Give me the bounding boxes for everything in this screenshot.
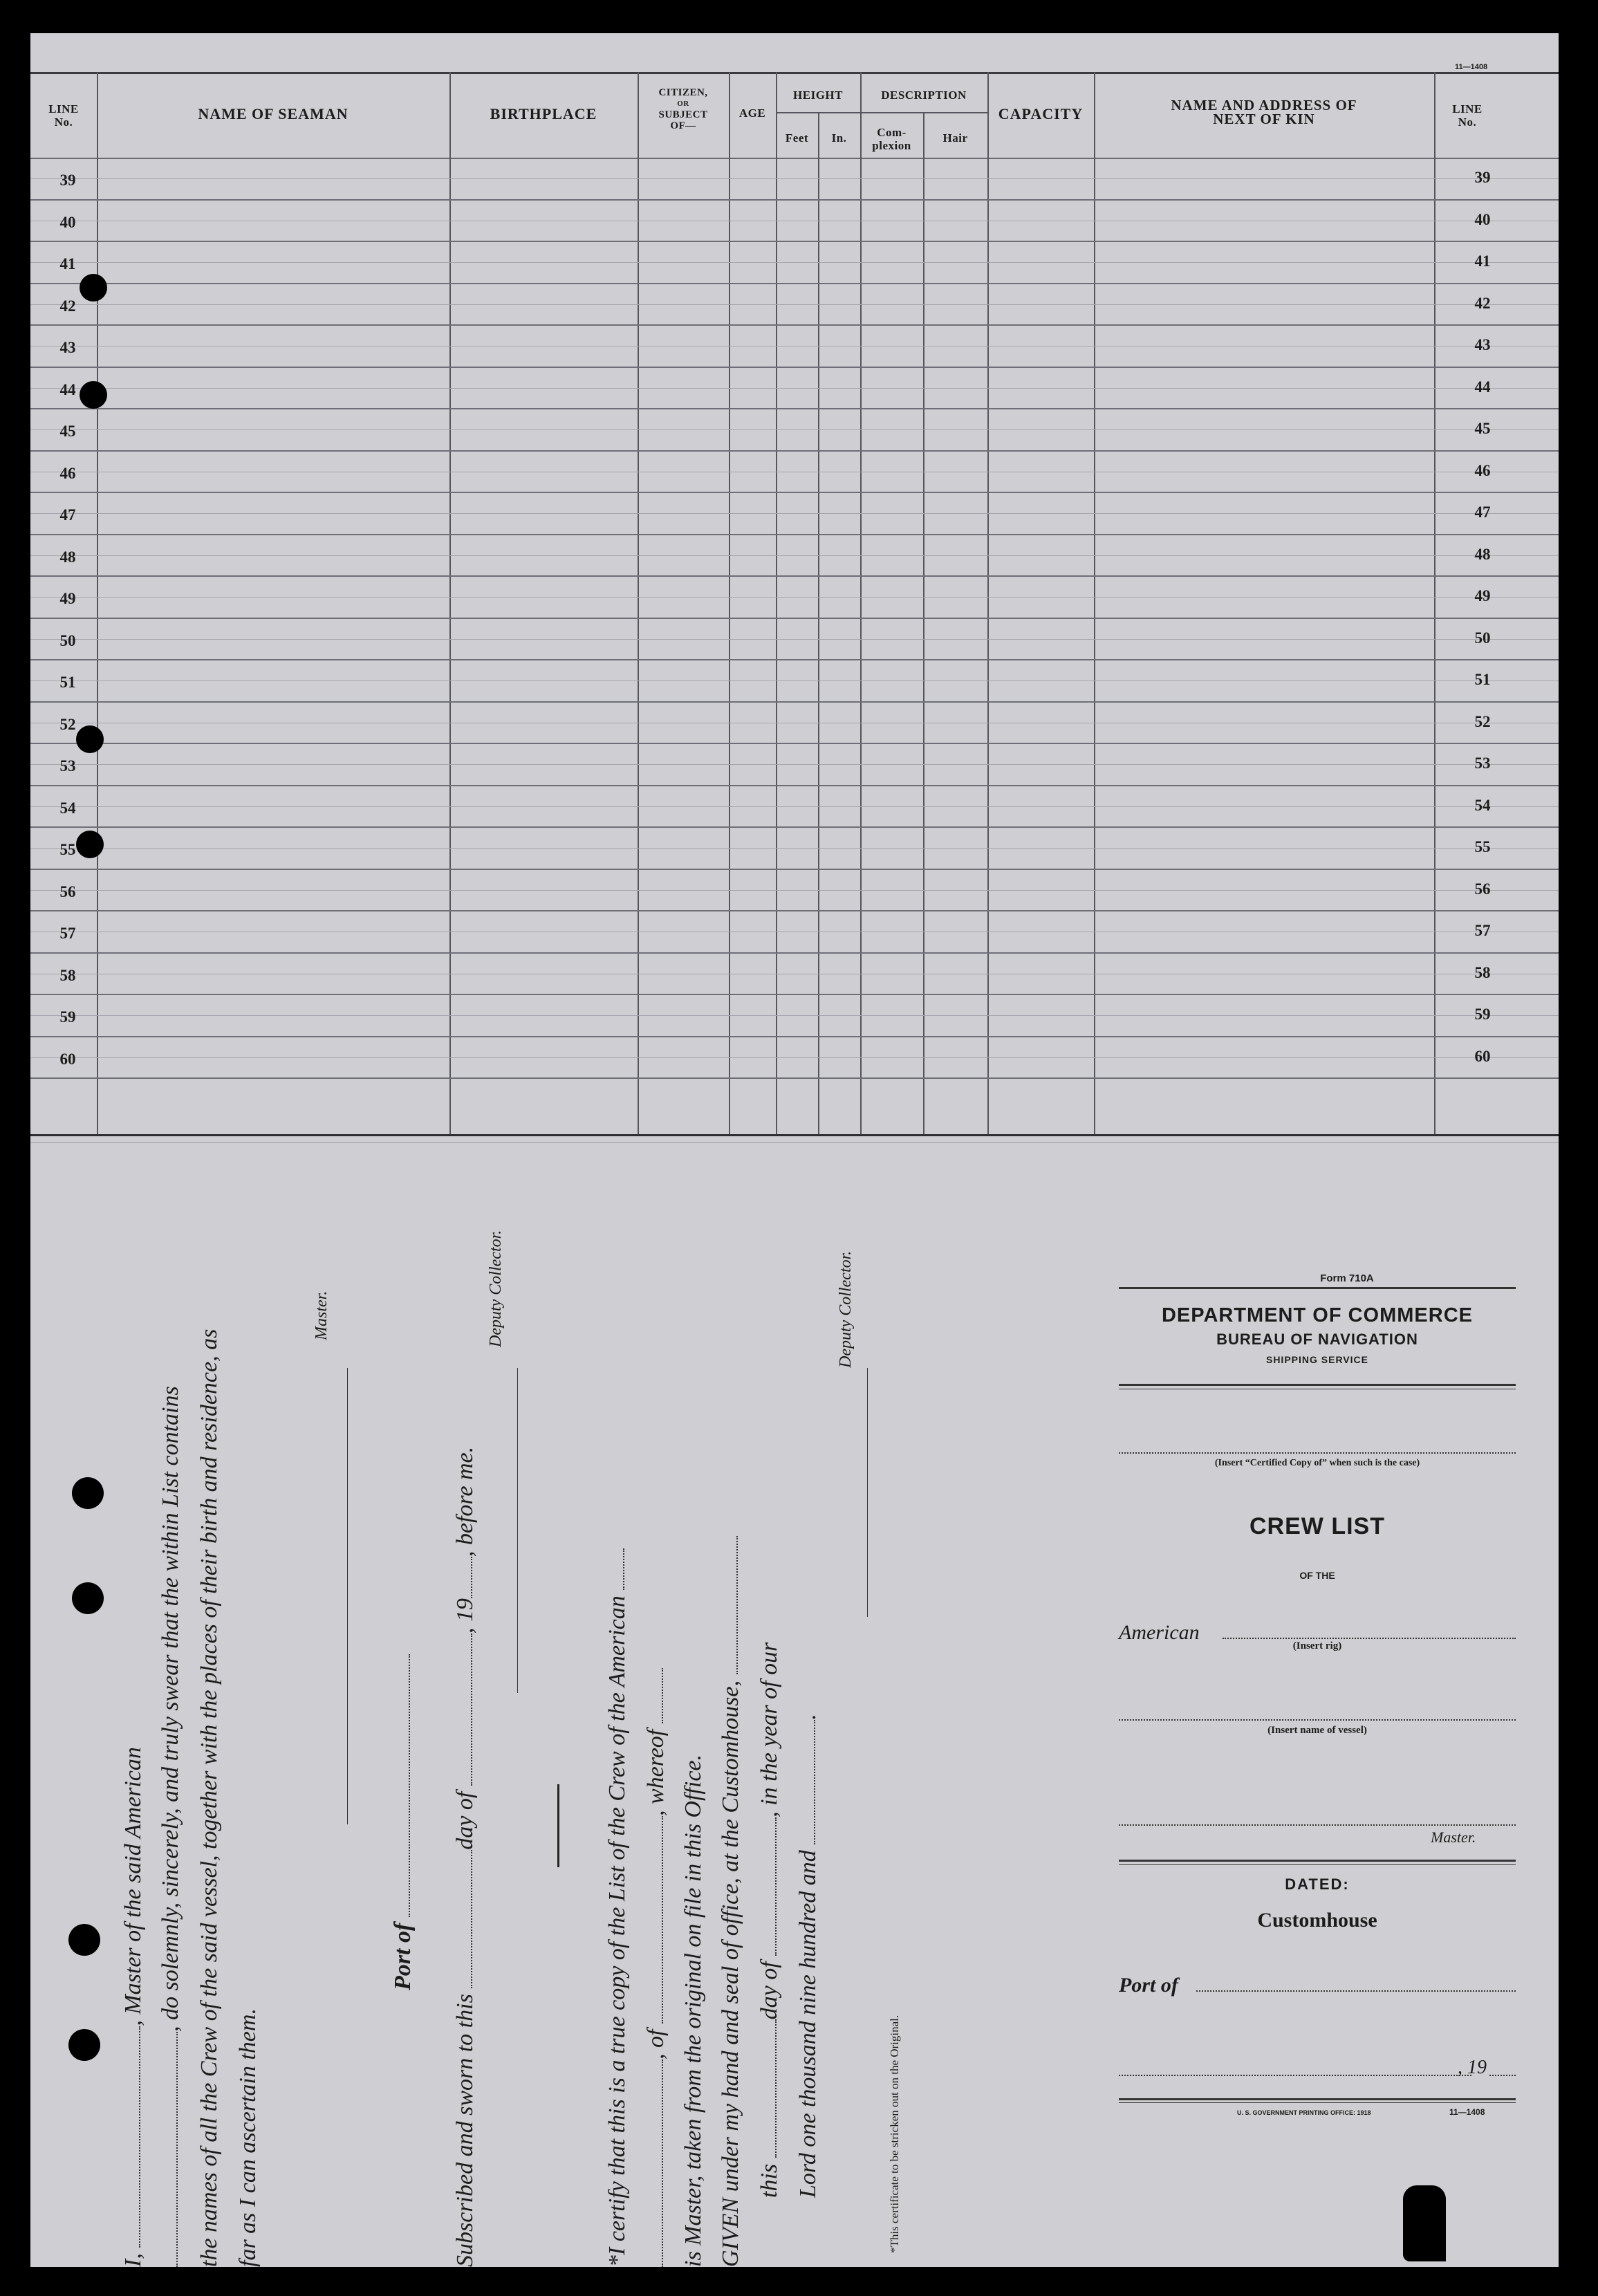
row-midline bbox=[30, 429, 1559, 430]
line-number-right: 46 bbox=[1474, 461, 1491, 479]
divider-rule bbox=[557, 1784, 559, 1867]
master-sig-label: Master. bbox=[313, 1290, 331, 1340]
line-number-left: 43 bbox=[59, 339, 76, 357]
row-line bbox=[30, 1077, 1559, 1079]
table-row bbox=[30, 535, 1559, 577]
certify-line: *I certify that this is a true copy of the List of the Crew of the American bbox=[604, 1548, 631, 2267]
header-capacity: CAPACITY bbox=[998, 105, 1084, 122]
insert-vessel-hint: (Insert name of vessel) bbox=[1267, 1725, 1367, 1736]
footnote: *This certificate to be stricken out on the Original. bbox=[888, 2015, 901, 2253]
bureau-title: BUREAU OF NAVIGATION bbox=[1216, 1331, 1418, 1348]
crew-list-form bbox=[30, 33, 1559, 2267]
oath-line-1: I, , Master of the said American bbox=[120, 1747, 146, 2267]
line-number-left: 48 bbox=[59, 548, 76, 566]
given-line: GIVEN under my hand and seal of office, at the Customhouse, bbox=[718, 1536, 744, 2267]
port-of-line: Port of bbox=[390, 1654, 416, 1990]
table-row bbox=[30, 911, 1559, 953]
punch-hole bbox=[76, 725, 104, 753]
line-number-left: 53 bbox=[59, 757, 76, 775]
line-number-right: 53 bbox=[1474, 754, 1491, 772]
insert-cert-hint: (Insert “Certified Copy of” when such is the case) bbox=[1214, 1458, 1420, 1468]
table-row bbox=[30, 158, 1559, 200]
punch-hole bbox=[72, 1582, 104, 1614]
deputy-sig-line-2 bbox=[848, 1368, 874, 1617]
date-field[interactable] bbox=[1119, 2075, 1471, 2076]
header-citizen: CITIZEN, OR SUBJECT OF— bbox=[658, 87, 708, 131]
table-row bbox=[30, 576, 1559, 618]
line-number-left: 60 bbox=[59, 1050, 76, 1068]
is-master-line: is Master, taken from the original on file in this Office. bbox=[680, 1754, 706, 2267]
punch-hole bbox=[72, 1477, 104, 1509]
master-signature-line bbox=[328, 1368, 354, 1824]
table-row bbox=[30, 786, 1559, 828]
header-feet: Feet bbox=[785, 131, 809, 145]
oath-line-2: , do solemnly, sincerely, and truly swear that the within List contains bbox=[158, 1386, 184, 2267]
table-row bbox=[30, 702, 1559, 744]
line-number-left: 39 bbox=[59, 172, 76, 189]
row-midline bbox=[30, 262, 1559, 263]
printing-office: U. S. GOVERNMENT PRINTING OFFICE: 1918 bbox=[1237, 2109, 1371, 2116]
table-row bbox=[30, 1037, 1559, 1079]
insert-rig-hint: (Insert rig) bbox=[1292, 1640, 1342, 1651]
table-row bbox=[30, 827, 1559, 869]
line-number-right: 43 bbox=[1474, 336, 1491, 354]
line-number-right: 45 bbox=[1474, 420, 1491, 438]
line-number-right: 48 bbox=[1474, 545, 1491, 563]
table-bottom-border bbox=[30, 1134, 1559, 1136]
line-number-right: 57 bbox=[1474, 922, 1491, 940]
line-number-right: 51 bbox=[1474, 671, 1491, 689]
punch-hole bbox=[68, 1924, 100, 1956]
line-number-right: 59 bbox=[1474, 1006, 1491, 1024]
punch-hole bbox=[80, 274, 107, 302]
punch-hole bbox=[68, 2029, 100, 2061]
line-number-right: 55 bbox=[1474, 838, 1491, 856]
table-row bbox=[30, 618, 1559, 660]
line-number-right: 49 bbox=[1474, 587, 1491, 605]
row-midline bbox=[30, 304, 1559, 305]
line-number-left: 47 bbox=[59, 506, 76, 524]
deputy-collector-2: Deputy Collector. bbox=[837, 1250, 855, 1368]
subscribed-line: Subscribed and sworn to this day of , 19, before me. bbox=[452, 1446, 478, 2267]
table-row bbox=[30, 994, 1559, 1037]
line-number-left: 58 bbox=[59, 966, 76, 984]
row-midline bbox=[30, 806, 1559, 807]
table-row bbox=[30, 200, 1559, 242]
line-number-right: 44 bbox=[1474, 378, 1491, 396]
master-label: Master. bbox=[1431, 1829, 1476, 1846]
table-bottom-rule bbox=[30, 1142, 1559, 1143]
form-code-bottom: 11—1408 bbox=[1449, 2107, 1485, 2117]
vessel-name-field[interactable] bbox=[1119, 1719, 1516, 1721]
rig-field[interactable] bbox=[1223, 1638, 1516, 1639]
table-row bbox=[30, 451, 1559, 493]
header-name: NAME OF SEAMAN bbox=[198, 105, 349, 122]
subheader-line bbox=[776, 112, 987, 113]
row-midline bbox=[30, 513, 1559, 514]
header-inches: In. bbox=[831, 131, 847, 145]
year-19-label: , 19 bbox=[1458, 2057, 1487, 2078]
header-complexion: Com- plexion bbox=[872, 126, 911, 152]
customhouse-label: Customhouse bbox=[1257, 1909, 1377, 1932]
line-number-right: 39 bbox=[1474, 169, 1491, 187]
line-number-left: 57 bbox=[59, 925, 76, 943]
header-birthplace: BIRTHPLACE bbox=[490, 105, 597, 122]
panel-rule bbox=[1119, 2102, 1516, 2103]
deputy-sig-line-1 bbox=[498, 1368, 524, 1693]
dated-label: DATED: bbox=[1285, 1876, 1350, 1893]
line-number-left: 44 bbox=[59, 380, 76, 398]
line-number-right: 42 bbox=[1474, 294, 1491, 312]
certified-copy-field[interactable] bbox=[1119, 1452, 1516, 1454]
line-number-left: 41 bbox=[59, 255, 76, 273]
table-row bbox=[30, 325, 1559, 367]
master-name-field[interactable] bbox=[1119, 1824, 1516, 1826]
service-title: SHIPPING SERVICE bbox=[1265, 1354, 1368, 1365]
panel-rule bbox=[1119, 1287, 1516, 1289]
table-row bbox=[30, 284, 1559, 326]
row-midline bbox=[30, 178, 1559, 179]
ink-blot bbox=[1403, 2185, 1446, 2261]
table-row bbox=[30, 869, 1559, 911]
oath-certificate-block bbox=[106, 1230, 1026, 2267]
crew-list-title: CREW LIST bbox=[1249, 1513, 1385, 1539]
panel-rule bbox=[1119, 1860, 1516, 1862]
line-number-left: 59 bbox=[59, 1008, 76, 1026]
of-whereof-line: , of , whereof bbox=[643, 1668, 669, 2267]
header-age: AGE bbox=[738, 107, 766, 120]
header-line-no: LINE No. bbox=[48, 102, 79, 129]
oath-line-4: far as I can ascertain them. bbox=[235, 2008, 261, 2267]
line-number-left: 51 bbox=[59, 674, 76, 692]
deputy-collector-1: Deputy Collector. bbox=[487, 1230, 505, 1347]
line-number-right: 58 bbox=[1474, 963, 1491, 981]
table-row bbox=[30, 409, 1559, 451]
american-label: American bbox=[1119, 1621, 1200, 1644]
line-number-right: 47 bbox=[1474, 503, 1491, 521]
panel-rule bbox=[1119, 2098, 1516, 2100]
line-number-left: 46 bbox=[59, 464, 76, 482]
row-midline bbox=[30, 639, 1559, 640]
row-midline bbox=[30, 764, 1559, 765]
table-row bbox=[30, 241, 1559, 284]
line-number-left: 42 bbox=[59, 297, 76, 315]
line-number-left: 40 bbox=[59, 213, 76, 231]
line-number-right: 41 bbox=[1474, 252, 1491, 270]
row-midline bbox=[30, 1057, 1559, 1058]
row-midline bbox=[30, 388, 1559, 389]
table-row bbox=[30, 743, 1559, 786]
year-field[interactable] bbox=[1489, 2075, 1516, 2076]
port-field[interactable] bbox=[1196, 1990, 1516, 1992]
row-midline bbox=[30, 848, 1559, 849]
header-height: HEIGHT bbox=[793, 89, 843, 102]
line-number-right: 56 bbox=[1474, 880, 1491, 898]
this-day-line: this day of , in the year of our bbox=[756, 1642, 782, 2198]
form-number: Form 710A bbox=[1320, 1272, 1374, 1284]
line-number-left: 55 bbox=[59, 841, 76, 859]
form-code-top: 11—1408 bbox=[1455, 63, 1488, 71]
port-of-label: Port of bbox=[1119, 1974, 1178, 1997]
table-row bbox=[30, 953, 1559, 995]
line-number-left: 54 bbox=[59, 799, 76, 817]
header-next-of-kin: NAME AND ADDRESS OF NEXT OF KIN bbox=[1171, 97, 1357, 127]
header-hair: Hair bbox=[942, 131, 968, 145]
panel-rule bbox=[1119, 1384, 1516, 1386]
row-midline bbox=[30, 890, 1559, 891]
line-number-left: 56 bbox=[59, 882, 76, 900]
row-midline bbox=[30, 555, 1559, 556]
line-number-right: 60 bbox=[1474, 1047, 1491, 1065]
line-number-right: 50 bbox=[1474, 629, 1491, 647]
line-number-right: 40 bbox=[1474, 210, 1491, 228]
of-the-label: OF THE bbox=[1299, 1570, 1335, 1581]
row-midline bbox=[30, 1015, 1559, 1016]
table-row bbox=[30, 367, 1559, 409]
header-line-no-right: LINE No. bbox=[1452, 102, 1483, 129]
table-row bbox=[30, 492, 1559, 535]
line-number-right: 52 bbox=[1474, 712, 1491, 730]
line-number-left: 50 bbox=[59, 631, 76, 649]
oath-line-3: the names of all the Crew of the said vessel, together with the places of their birth and residence, as bbox=[196, 1328, 222, 2267]
line-number-right: 54 bbox=[1474, 796, 1491, 814]
table-row bbox=[30, 660, 1559, 702]
lord-line: Lord one thousand nine hundred and . bbox=[795, 1714, 821, 2198]
line-number-left: 49 bbox=[59, 590, 76, 608]
panel-rule bbox=[1119, 1864, 1516, 1865]
header-description: DESCRIPTION bbox=[881, 89, 967, 102]
row-midline bbox=[30, 597, 1559, 598]
punch-hole bbox=[76, 831, 104, 858]
table-top-border bbox=[30, 72, 1559, 74]
punch-hole bbox=[80, 381, 107, 409]
line-number-left: 52 bbox=[59, 715, 76, 733]
line-number-left: 45 bbox=[59, 423, 76, 441]
dept-title: DEPARTMENT OF COMMERCE bbox=[1161, 1304, 1473, 1326]
